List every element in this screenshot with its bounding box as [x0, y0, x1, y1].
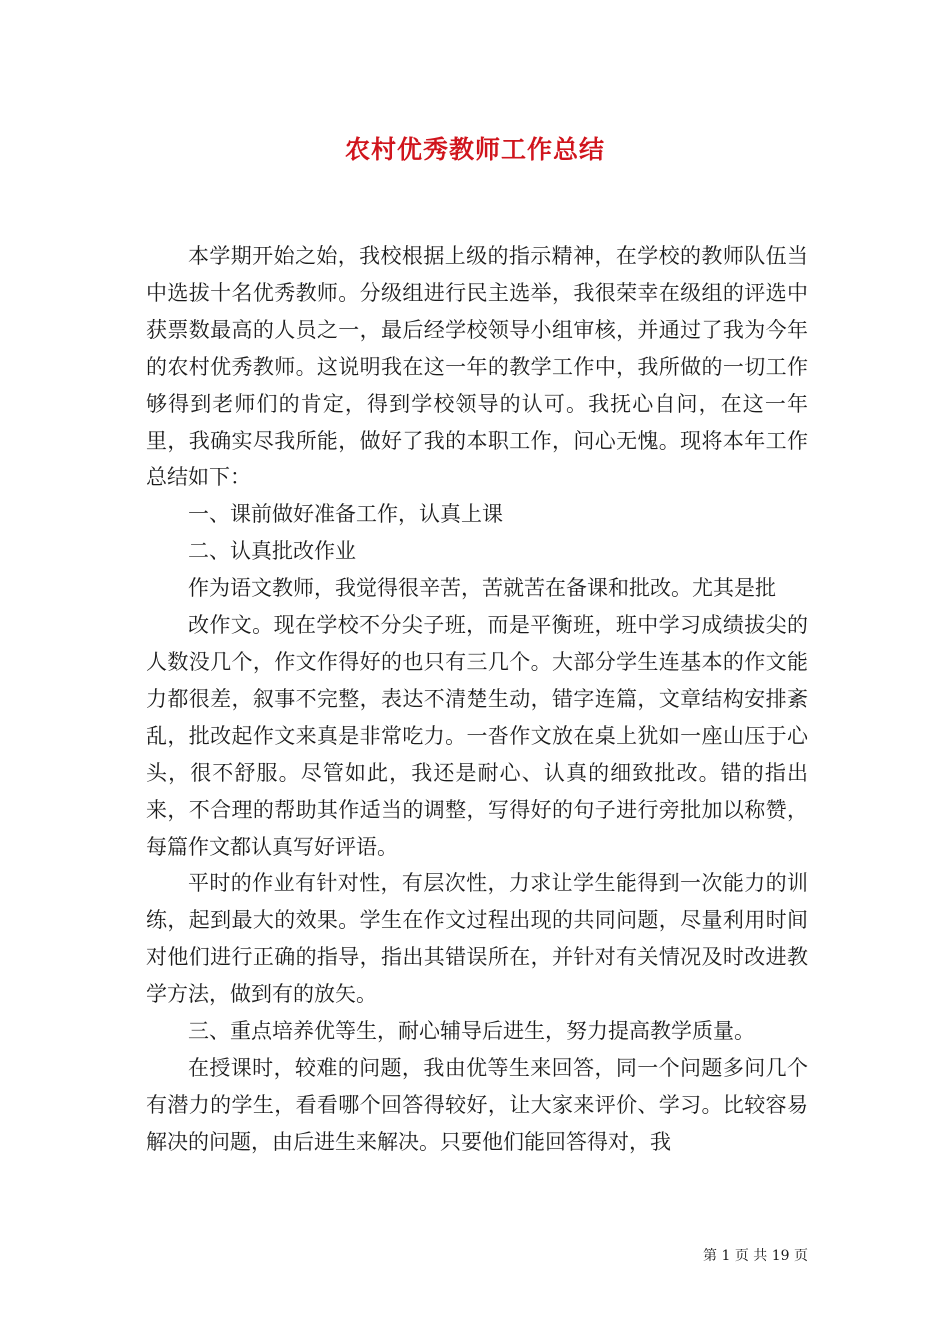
paragraph-grading-2: 改作文。现在学校不分尖子班，而是平衡班，班中学习成绩拔尖的人数没几个，作文作得好的也只有三几个。大部分学生连基本的作文能力都很差，叙事不完整，表达不清楚生动，错字连篇，文章结构安排紊乱，批改起作文来真是非常吃力。一沓作文放在桌上犹如一座山压于心头，很不舒服。尽管如此，我还是耐心、认真的细致批改。错的指出来，不合理的帮助其作适当的调整，写得好的句子进行旁批加以称赞，每篇作文都认真写好评语。	[146, 613, 808, 859]
document-body	[146, 238, 808, 1161]
paragraph-intro: 本学期开始之始，我校根据上级的指示精神，在学校的教师队伍当中选拔十名优秀教师。分级组进行民主选举，我很荣幸在级组的评选中获票数最高的人员之一，最后经学校领导小组审核，并通过了我为今年的农村优秀教师。这说明我在这一年的教学工作中，我所做的一切工作够得到老师们的肯定，得到学校领导的认可。我抚心自问，在这一年里，我确实尽我所能，做好了我的本职工作，问心无愧。现将本年工作总结如下：	[146, 244, 808, 490]
paragraph-teaching: 在授课时，较难的问题，我由优等生来回答，同一个问题多问几个有潜力的学生，看看哪个回答得较好，让大家来评价、学习。比较容易解决的问题，由后进生来解决。只要他们能回答得对，我	[146, 1055, 808, 1154]
section-heading-3: 三、重点培养优等生，耐心辅导后进生，努力提高教学质量。	[188, 1019, 755, 1044]
section-heading-2: 二、认真批改作业	[188, 539, 356, 564]
document-title: 农村优秀教师工作总结	[344, 135, 605, 164]
paragraph-homework: 平时的作业有针对性，有层次性，力求让学生能得到一次能力的训练，起到最大的效果。学生在作文过程出现的共同问题，尽量利用时间对他们进行正确的指导，指出其错误所在，并针对有关情况及时改进教学方法，做到有的放矢。	[146, 871, 808, 1007]
section-heading-1: 一、课前做好准备工作，认真上课	[188, 502, 503, 527]
page-number: 第 1 页 共 19 页	[703, 1248, 808, 1264]
paragraph-grading-1: 作为语文教师，我觉得很辛苦，苦就苦在备课和批改。尤其是批	[188, 576, 776, 601]
